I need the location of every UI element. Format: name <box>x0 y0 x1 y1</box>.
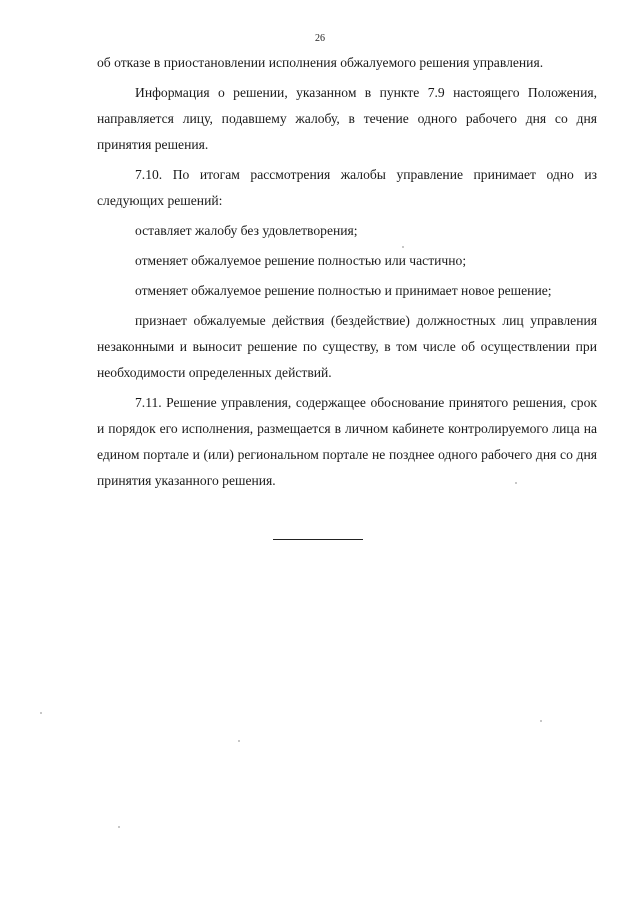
scan-speck <box>40 712 42 714</box>
scan-speck <box>238 740 240 742</box>
decision-item: отменяет обжалуемое решение полностью или частично; <box>135 253 467 268</box>
end-separator-line <box>273 539 363 540</box>
decision-item-unlawful-actions: признает обжалуемые действия (бездействие) должностных лиц управления незаконными и выносит решение по существу, в том числе об осуществлении при необходимости определенных действий. <box>97 313 597 380</box>
scan-speck <box>515 482 517 484</box>
scan-speck <box>540 720 542 722</box>
scan-speck <box>118 826 120 828</box>
page-number: 26 <box>315 33 325 44</box>
decision-item: отменяет обжалуемое решение полностью и принимает новое решение; <box>135 283 552 298</box>
decision-item: оставляет жалобу без удовлетворения; <box>135 223 358 238</box>
scan-speck <box>402 246 404 248</box>
paragraph-decision-notice: Информация о решении, указанном в пункте 7.9 настоящего Положения, направляется лицу, подавшему жалобу, в течение одного рабочего дня со дня принятия решения. <box>97 85 597 152</box>
paragraph-7-10: 7.10. По итогам рассмотрения жалобы управление принимает одно из следующих решений: <box>97 167 597 208</box>
paragraph-refusal-suspension: об отказе в приостановлении исполнения обжалуемого решения управления. <box>97 55 544 70</box>
document-body <box>97 50 597 498</box>
paragraph-7-11: 7.11. Решение управления, содержащее обоснование принятого решения, срок и порядок его исполнения, размещается в личном кабинете контролируемого лица на едином портале и (или) региональном портале не позднее одного рабочего дня со дня принятия указанного решения. <box>97 395 597 488</box>
